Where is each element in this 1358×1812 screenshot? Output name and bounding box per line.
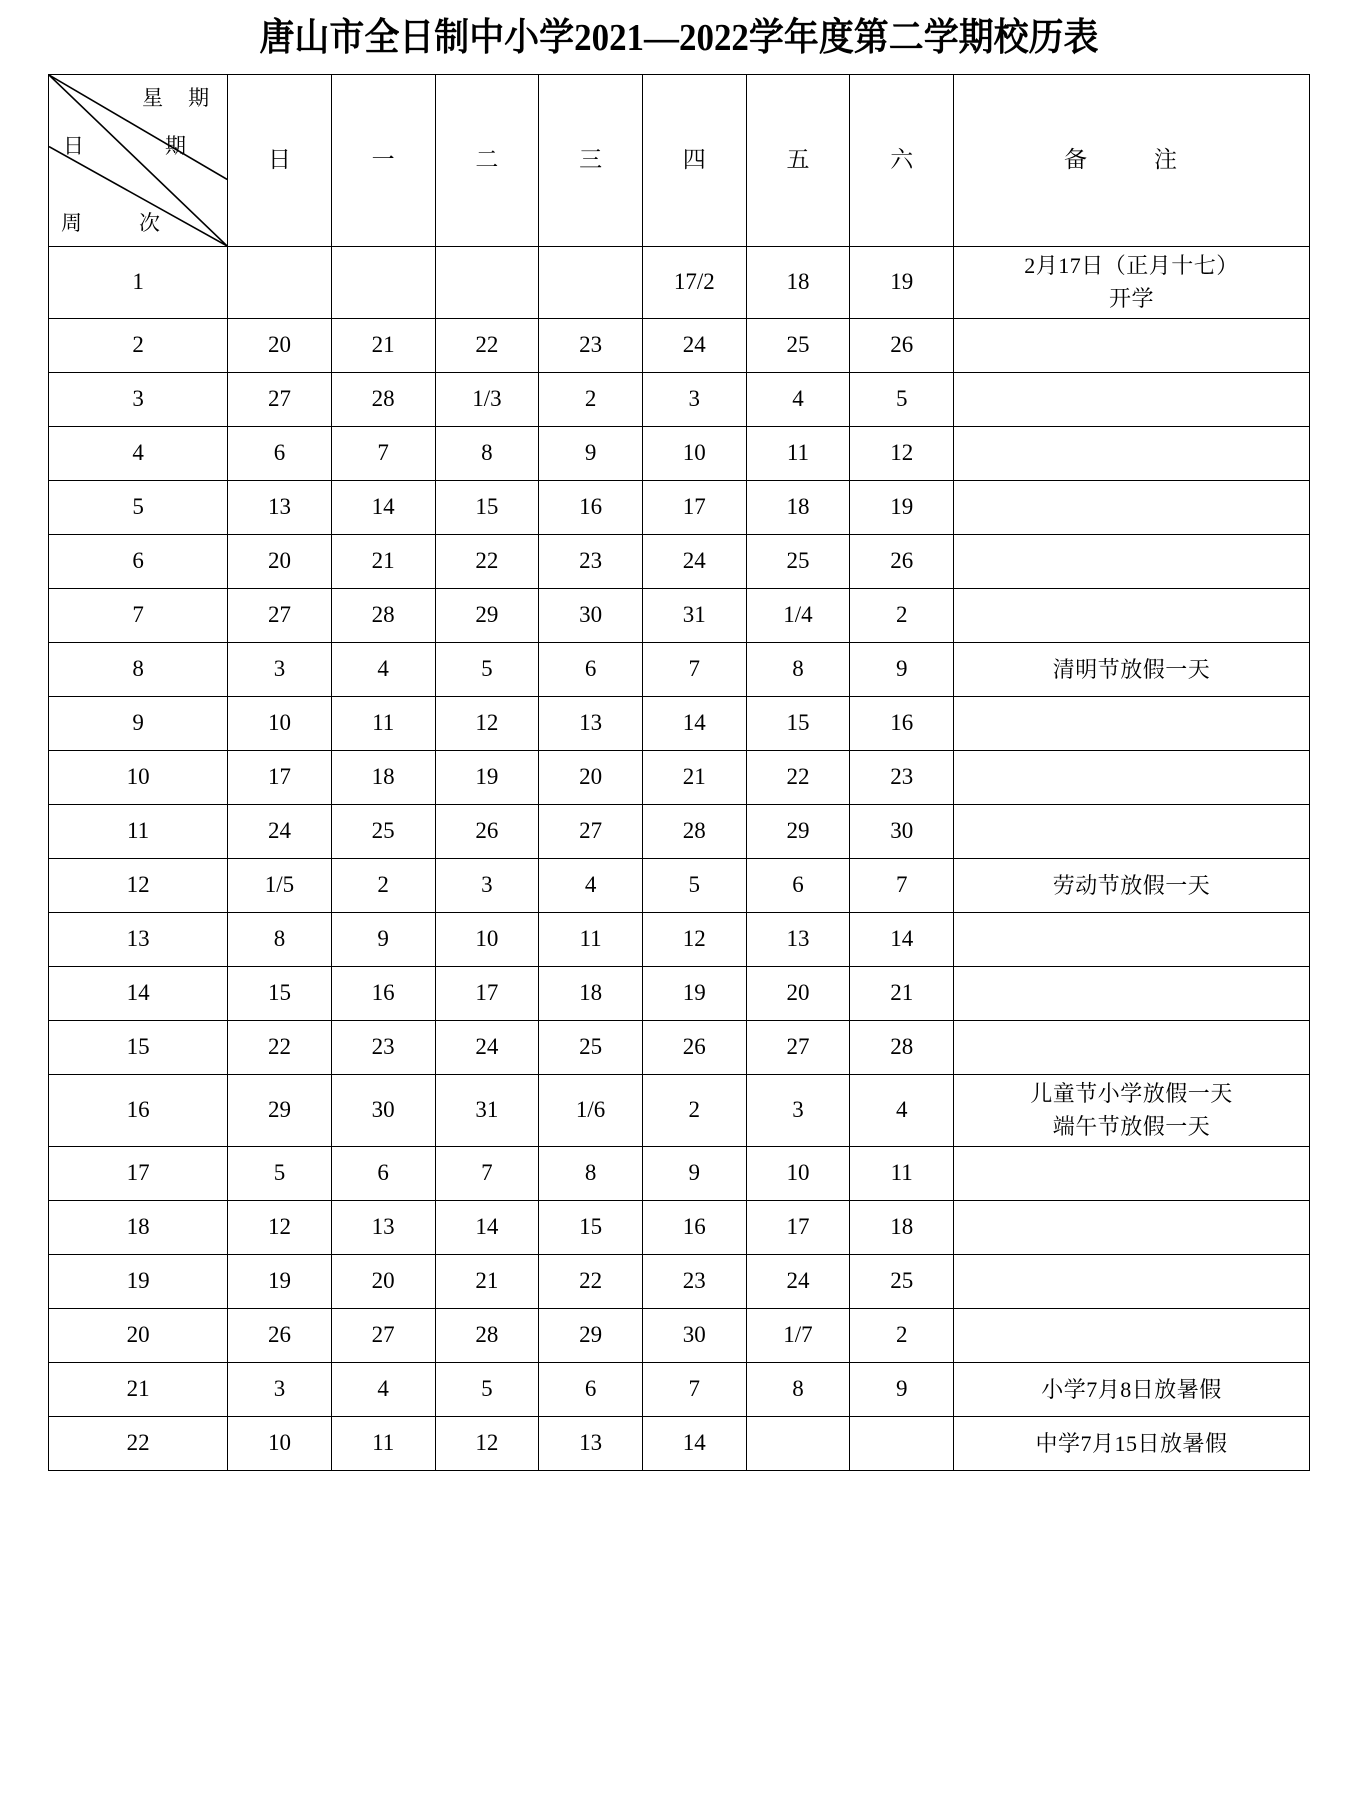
date-cell: 23	[331, 1020, 435, 1074]
date-cell: 28	[642, 804, 746, 858]
date-cell: 14	[435, 1200, 539, 1254]
date-cell: 7	[331, 426, 435, 480]
date-cell: 21	[331, 318, 435, 372]
date-cell: 1/7	[746, 1308, 850, 1362]
table-row	[49, 588, 1310, 642]
table-row	[49, 750, 1310, 804]
date-cell: 9	[539, 426, 643, 480]
remark-cell	[954, 1416, 1310, 1470]
date-cell	[435, 246, 539, 318]
date-cell: 27	[746, 1020, 850, 1074]
date-cell: 20	[228, 318, 332, 372]
date-cell	[331, 246, 435, 318]
table-row	[49, 804, 1310, 858]
date-cell: 20	[331, 1254, 435, 1308]
table-row	[49, 912, 1310, 966]
date-cell: 2	[642, 1074, 746, 1146]
date-cell: 23	[539, 318, 643, 372]
week-number-cell: 1	[49, 246, 228, 318]
date-cell: 20	[539, 750, 643, 804]
date-cell: 27	[331, 1308, 435, 1362]
remark-cell	[954, 858, 1310, 912]
column-header-saturday: 六	[850, 74, 954, 246]
table-row	[49, 858, 1310, 912]
date-cell: 17/2	[642, 246, 746, 318]
column-header-sunday: 日	[228, 74, 332, 246]
date-cell: 21	[642, 750, 746, 804]
date-cell: 18	[746, 480, 850, 534]
date-cell: 23	[850, 750, 954, 804]
remark-cell	[954, 1362, 1310, 1416]
date-cell: 18	[850, 1200, 954, 1254]
date-cell: 29	[539, 1308, 643, 1362]
date-cell: 19	[228, 1254, 332, 1308]
date-cell: 26	[228, 1308, 332, 1362]
date-cell: 7	[642, 642, 746, 696]
date-cell: 22	[228, 1020, 332, 1074]
week-number-cell: 21	[49, 1362, 228, 1416]
week-number-cell: 5	[49, 480, 228, 534]
date-cell: 11	[331, 696, 435, 750]
date-cell: 7	[850, 858, 954, 912]
table-header	[49, 74, 1310, 246]
date-cell: 1/4	[746, 588, 850, 642]
date-cell: 9	[850, 642, 954, 696]
date-cell: 13	[539, 1416, 643, 1470]
table-row	[49, 1200, 1310, 1254]
remark-line: 清明节放假一天	[1052, 656, 1211, 682]
date-cell: 31	[435, 1074, 539, 1146]
date-cell: 26	[850, 318, 954, 372]
date-cell: 11	[539, 912, 643, 966]
week-number-cell: 8	[49, 642, 228, 696]
remark-cell	[954, 804, 1310, 858]
date-cell: 10	[746, 1146, 850, 1200]
date-cell: 5	[850, 372, 954, 426]
remark-cell	[954, 246, 1310, 318]
date-cell: 12	[850, 426, 954, 480]
date-cell: 1/3	[435, 372, 539, 426]
remark-cell	[954, 588, 1310, 642]
date-cell: 13	[746, 912, 850, 966]
corner-label-date: 日 期	[63, 133, 216, 158]
date-cell: 17	[228, 750, 332, 804]
date-cell: 19	[850, 480, 954, 534]
date-cell: 18	[539, 966, 643, 1020]
date-cell: 6	[746, 858, 850, 912]
date-cell: 27	[228, 588, 332, 642]
remark-cell	[954, 480, 1310, 534]
date-cell: 8	[435, 426, 539, 480]
date-cell: 22	[435, 318, 539, 372]
date-cell: 24	[746, 1254, 850, 1308]
date-cell: 15	[539, 1200, 643, 1254]
date-cell: 24	[435, 1020, 539, 1074]
table-row	[49, 1146, 1310, 1200]
date-cell: 8	[746, 1362, 850, 1416]
date-cell: 3	[435, 858, 539, 912]
date-cell: 2	[850, 1308, 954, 1362]
table-row	[49, 966, 1310, 1020]
week-number-cell: 4	[49, 426, 228, 480]
remark-line: 劳动节放假一天	[1052, 872, 1211, 898]
date-cell: 10	[435, 912, 539, 966]
table-row	[49, 534, 1310, 588]
remark-line: 儿童节小学放假一天	[1030, 1081, 1233, 1107]
date-cell: 10	[228, 1416, 332, 1470]
remark-cell	[954, 912, 1310, 966]
date-cell: 8	[228, 912, 332, 966]
date-cell: 14	[642, 696, 746, 750]
date-cell: 3	[228, 1362, 332, 1416]
date-cell: 27	[228, 372, 332, 426]
remark-cell	[954, 966, 1310, 1020]
remark-line: 端午节放假一天	[1052, 1114, 1211, 1140]
date-cell: 7	[435, 1146, 539, 1200]
remark-cell	[954, 750, 1310, 804]
table-row	[49, 1254, 1310, 1308]
remark-cell	[954, 1146, 1310, 1200]
date-cell: 6	[539, 1362, 643, 1416]
date-cell: 11	[746, 426, 850, 480]
date-cell: 15	[435, 480, 539, 534]
date-cell: 1/5	[228, 858, 332, 912]
date-cell: 6	[331, 1146, 435, 1200]
week-number-cell: 14	[49, 966, 228, 1020]
date-cell: 14	[331, 480, 435, 534]
date-cell: 20	[746, 966, 850, 1020]
date-cell	[746, 1416, 850, 1470]
page-title: 唐山市全日制中小学2021—2022学年度第二学期校历表	[259, 17, 1099, 59]
table-row	[49, 480, 1310, 534]
table-row	[49, 642, 1310, 696]
date-cell: 29	[228, 1074, 332, 1146]
date-cell: 12	[435, 696, 539, 750]
date-cell: 25	[746, 318, 850, 372]
date-cell: 26	[642, 1020, 746, 1074]
date-cell: 26	[850, 534, 954, 588]
date-cell: 4	[850, 1074, 954, 1146]
date-cell: 14	[850, 912, 954, 966]
table-row	[49, 1308, 1310, 1362]
remark-cell	[954, 1200, 1310, 1254]
date-cell: 26	[435, 804, 539, 858]
date-cell: 6	[228, 426, 332, 480]
date-cell: 20	[228, 534, 332, 588]
school-calendar-table	[48, 74, 1310, 1471]
date-cell: 25	[539, 1020, 643, 1074]
week-number-cell: 22	[49, 1416, 228, 1470]
date-cell: 28	[850, 1020, 954, 1074]
column-header-tuesday: 二	[435, 74, 539, 246]
remark-line: 中学7月15日放暑假	[1035, 1430, 1228, 1456]
date-cell: 19	[850, 246, 954, 318]
date-cell: 31	[642, 588, 746, 642]
remark-line: 2月17日（正月十七）	[1024, 253, 1239, 279]
date-cell: 16	[539, 480, 643, 534]
date-cell: 27	[539, 804, 643, 858]
date-cell: 6	[539, 642, 643, 696]
date-cell: 28	[331, 588, 435, 642]
date-cell: 5	[642, 858, 746, 912]
date-cell: 22	[746, 750, 850, 804]
date-cell	[228, 246, 332, 318]
date-cell: 24	[228, 804, 332, 858]
table-row	[49, 318, 1310, 372]
week-number-cell: 2	[49, 318, 228, 372]
table-row	[49, 696, 1310, 750]
corner-label-weekday: 星 期	[142, 85, 212, 110]
week-number-cell: 11	[49, 804, 228, 858]
date-cell: 3	[228, 642, 332, 696]
date-cell: 23	[642, 1254, 746, 1308]
date-cell: 28	[435, 1308, 539, 1362]
date-cell: 30	[850, 804, 954, 858]
table-row	[49, 1020, 1310, 1074]
date-cell: 5	[228, 1146, 332, 1200]
remark-cell	[954, 1254, 1310, 1308]
date-cell: 4	[539, 858, 643, 912]
date-cell: 17	[435, 966, 539, 1020]
date-cell: 25	[850, 1254, 954, 1308]
date-cell: 2	[850, 588, 954, 642]
date-cell: 12	[435, 1416, 539, 1470]
date-cell: 23	[539, 534, 643, 588]
date-cell: 17	[642, 480, 746, 534]
table-row	[49, 1416, 1310, 1470]
date-cell: 2	[331, 858, 435, 912]
column-header-thursday: 四	[642, 74, 746, 246]
week-number-cell: 9	[49, 696, 228, 750]
date-cell: 21	[331, 534, 435, 588]
table-row	[49, 1074, 1310, 1146]
remark-cell	[954, 696, 1310, 750]
remark-cell	[954, 372, 1310, 426]
date-cell: 9	[642, 1146, 746, 1200]
date-cell: 16	[642, 1200, 746, 1254]
date-cell: 2	[539, 372, 643, 426]
week-number-cell: 10	[49, 750, 228, 804]
week-number-cell: 17	[49, 1146, 228, 1200]
remark-cell	[954, 318, 1310, 372]
date-cell: 15	[746, 696, 850, 750]
date-cell: 28	[331, 372, 435, 426]
date-cell: 24	[642, 318, 746, 372]
week-number-cell: 18	[49, 1200, 228, 1254]
corner-label-weeknumber: 周 次	[61, 210, 178, 235]
date-cell: 13	[331, 1200, 435, 1254]
week-number-cell: 20	[49, 1308, 228, 1362]
date-cell: 30	[331, 1074, 435, 1146]
date-cell: 13	[228, 480, 332, 534]
date-cell: 15	[228, 966, 332, 1020]
date-cell: 16	[331, 966, 435, 1020]
column-header-remark: 备 注	[954, 74, 1310, 246]
date-cell: 19	[642, 966, 746, 1020]
date-cell: 10	[642, 426, 746, 480]
date-cell	[850, 1416, 954, 1470]
remark-cell	[954, 1020, 1310, 1074]
date-cell: 12	[228, 1200, 332, 1254]
remark-line: 开学	[1109, 286, 1155, 312]
date-cell: 12	[642, 912, 746, 966]
table-body	[49, 246, 1310, 1470]
date-cell: 30	[642, 1308, 746, 1362]
date-cell: 29	[435, 588, 539, 642]
date-cell: 25	[331, 804, 435, 858]
date-cell: 9	[331, 912, 435, 966]
date-cell: 21	[435, 1254, 539, 1308]
header-row	[49, 74, 1310, 246]
date-cell: 8	[746, 642, 850, 696]
date-cell: 14	[642, 1416, 746, 1470]
remark-cell	[954, 642, 1310, 696]
date-cell: 11	[850, 1146, 954, 1200]
date-cell: 29	[746, 804, 850, 858]
date-cell: 7	[642, 1362, 746, 1416]
date-cell: 11	[331, 1416, 435, 1470]
date-cell: 24	[642, 534, 746, 588]
week-number-cell: 19	[49, 1254, 228, 1308]
remark-cell	[954, 426, 1310, 480]
week-number-cell: 16	[49, 1074, 228, 1146]
remark-cell	[954, 1074, 1310, 1146]
table-row	[49, 426, 1310, 480]
corner-header-cell	[49, 74, 228, 246]
remark-cell	[954, 534, 1310, 588]
week-number-cell: 3	[49, 372, 228, 426]
date-cell: 5	[435, 642, 539, 696]
date-cell: 19	[435, 750, 539, 804]
date-cell: 10	[228, 696, 332, 750]
date-cell: 16	[850, 696, 954, 750]
week-number-cell: 6	[49, 534, 228, 588]
date-cell	[539, 246, 643, 318]
table-row	[49, 372, 1310, 426]
table-container	[0, 74, 1358, 1471]
date-cell: 25	[746, 534, 850, 588]
week-number-cell: 15	[49, 1020, 228, 1074]
date-cell: 13	[539, 696, 643, 750]
date-cell: 22	[435, 534, 539, 588]
date-cell: 4	[331, 1362, 435, 1416]
week-number-cell: 13	[49, 912, 228, 966]
week-number-cell: 7	[49, 588, 228, 642]
remark-line: 小学7月8日放暑假	[1041, 1376, 1222, 1402]
date-cell: 9	[850, 1362, 954, 1416]
remark-cell	[954, 1308, 1310, 1362]
table-row	[49, 1362, 1310, 1416]
date-cell: 4	[331, 642, 435, 696]
date-cell: 21	[850, 966, 954, 1020]
column-header-wednesday: 三	[539, 74, 643, 246]
column-header-monday: 一	[331, 74, 435, 246]
week-number-cell: 12	[49, 858, 228, 912]
date-cell: 3	[746, 1074, 850, 1146]
date-cell: 4	[746, 372, 850, 426]
date-cell: 22	[539, 1254, 643, 1308]
date-cell: 1/6	[539, 1074, 643, 1146]
column-header-friday: 五	[746, 74, 850, 246]
date-cell: 17	[746, 1200, 850, 1254]
table-row	[49, 246, 1310, 318]
date-cell: 30	[539, 588, 643, 642]
date-cell: 3	[642, 372, 746, 426]
date-cell: 5	[435, 1362, 539, 1416]
date-cell: 18	[746, 246, 850, 318]
date-cell: 18	[331, 750, 435, 804]
date-cell: 8	[539, 1146, 643, 1200]
